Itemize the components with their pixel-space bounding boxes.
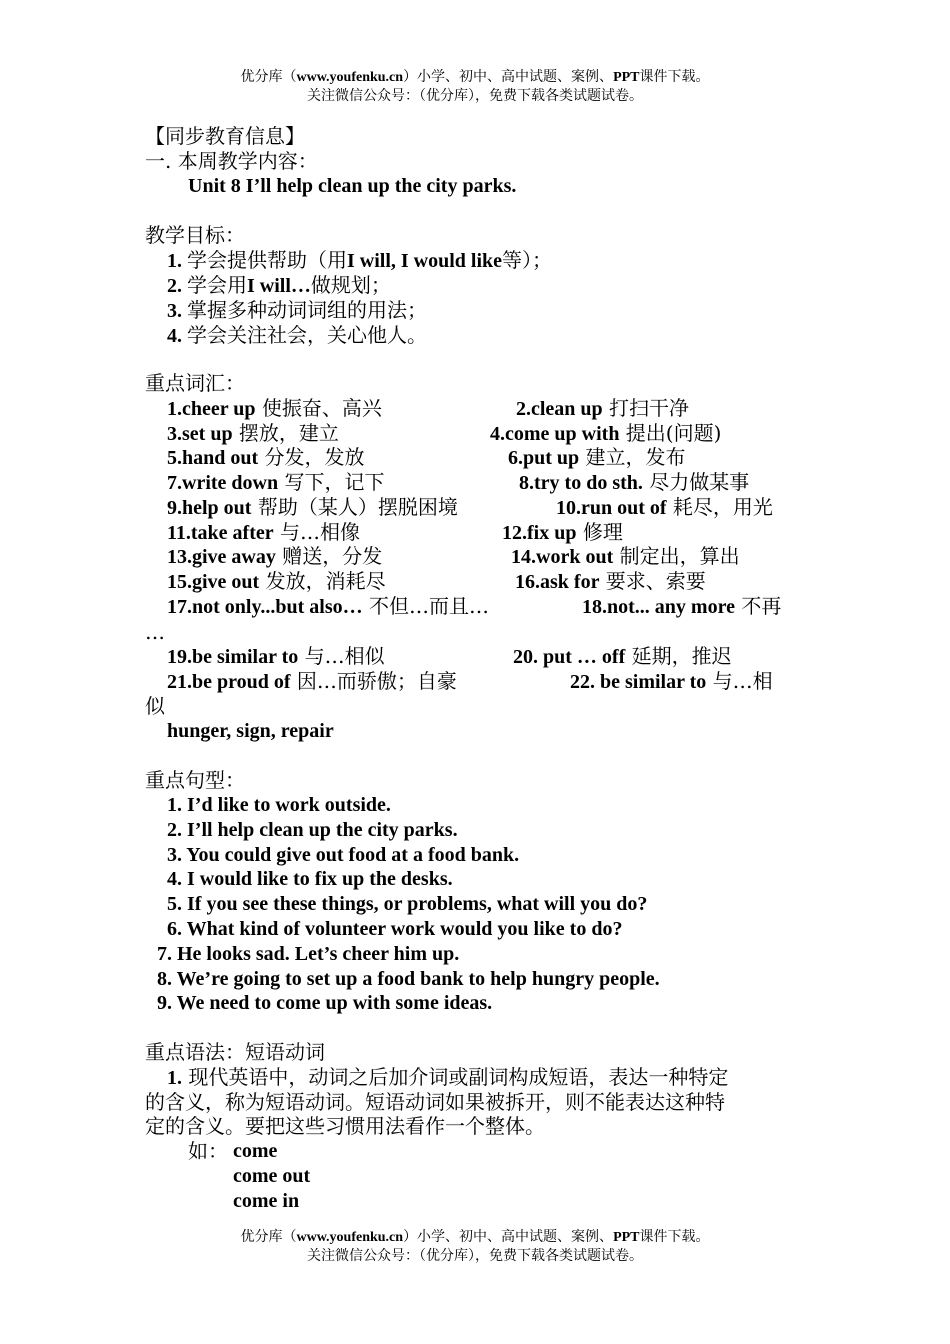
sentences-title: 重点句型： [145, 768, 245, 792]
sentence-item: 2. I’ll help clean up the city parks. [167, 818, 458, 841]
vocab-item-left [167, 495, 458, 520]
header-site: 优分库 [240, 69, 283, 85]
vocab-continuation-1: … [145, 620, 165, 644]
goal-item [167, 298, 427, 323]
vocab-phrase: 3.set up [167, 422, 233, 445]
footer-line1-rest: ）小学、初中、高中试题、案例、 [403, 1229, 614, 1245]
vocab-phrase: 15.give out [167, 570, 260, 593]
vocab-phrase: 8.try to do sth. [519, 472, 643, 495]
sentence-item: 8. We’re going to set up a food bank to help hungry people. [157, 967, 660, 990]
vocab-item-right [511, 544, 740, 569]
vocab-phrase: 16.ask for [515, 570, 600, 593]
vocab-phrase: 11.take after [167, 521, 274, 544]
vocab-meaning: 建立，发布 [579, 445, 686, 470]
vocab-meaning: 耗尽，用光 [666, 494, 773, 519]
goal-text-end: 做规划； [310, 273, 391, 297]
vocab-item-right [519, 470, 749, 495]
vocab-meaning: 分发，发放 [258, 445, 365, 470]
vocab-meaning: 与…相 [706, 668, 773, 693]
footer-domain: www.youfenku.cn [296, 1230, 404, 1245]
goals-title: 教学目标： [145, 223, 245, 247]
vocab-phrase: 6.put up [508, 447, 580, 470]
vocab-meaning: 制定出，算出 [613, 544, 740, 569]
vocab-item-left [167, 644, 385, 669]
vocab-item-left [167, 544, 382, 569]
goal-item [167, 323, 427, 348]
grammar-number: 1. [167, 1067, 182, 1089]
vocab-meaning: 与…相像 [273, 519, 360, 544]
vocab-meaning: 打扫干净 [602, 396, 690, 420]
goal-text: 掌握多种动词词组的用法； [187, 298, 427, 322]
goal-text: 学会关注社会，关心他人。 [187, 323, 427, 347]
sentence-item: 9. We need to come up with some ideas. [157, 992, 493, 1015]
goal-number: 3. [167, 300, 187, 322]
extra-words: hunger, sign, repair [167, 720, 334, 742]
vocab-item-right [508, 445, 686, 470]
header-ppt: PPT [613, 70, 640, 85]
grammar-title: 重点语法：短语动词 [145, 1040, 325, 1064]
vocab-item-right [570, 669, 773, 694]
vocab-item-right [516, 396, 689, 421]
vocab-meaning: 不再 [734, 593, 782, 618]
vocab-phrase: 22. be similar to [570, 670, 707, 693]
vocab-phrase: 18.not... any more [582, 595, 735, 618]
page-header-line1: 优分库（www.youfenku.cn）小学、初中、高中试题、案例、PPT课件下载。 [240, 69, 710, 85]
example-label: 如： [188, 1139, 228, 1163]
example-item: come [233, 1140, 278, 1162]
vocab-item-right [513, 644, 732, 669]
vocab-continuation-2: 似 [145, 694, 165, 718]
grammar-paragraph-line3: 定的含义。要把这些习惯用法看作一个整体。 [145, 1114, 545, 1138]
vocab-meaning: 帮助（某人）摆脱困境 [251, 494, 458, 519]
vocab-meaning: 赠送，分发 [275, 544, 383, 569]
footer-line1-end: 课件下载。 [639, 1229, 710, 1245]
vocab-item-left [167, 569, 386, 594]
vocab-item-left [167, 396, 382, 421]
sentence-item: 5. If you see these things, or problems, what will you do? [167, 893, 648, 916]
vocab-meaning: 发放，消耗尽 [259, 568, 386, 593]
goal-text: 学会用 [187, 273, 247, 297]
example-item: come out [233, 1165, 311, 1187]
vocab-item-left [167, 594, 489, 619]
vocab-phrase: 13.give away [167, 546, 276, 569]
goal-text: 学会提供帮助（用 [187, 248, 347, 272]
vocab-meaning: 不但…而且… [362, 593, 489, 618]
vocab-item-left [167, 445, 365, 470]
vocab-phrase: 7.write down [167, 472, 279, 495]
goal-item [167, 248, 552, 273]
vocab-item-left [167, 520, 360, 545]
vocab-phrase: 19.be similar to [167, 646, 299, 668]
vocab-meaning: 提出(问题) [619, 420, 722, 445]
vocab-meaning: 使振奋、高兴 [255, 396, 382, 420]
vocab-phrase: 9.help out [167, 496, 252, 519]
content-title: 一. 本周教学内容： [145, 149, 318, 173]
goal-number: 2. [167, 275, 187, 297]
vocab-item-right [556, 495, 773, 520]
header-line1-rest: ）小学、初中、高中试题、案例、 [403, 69, 614, 85]
vocab-item-left [167, 669, 457, 694]
page-footer-line1: 优分库（www.youfenku.cn）小学、初中、高中试题、案例、PPT课件下载。 [240, 1229, 710, 1245]
footer-ppt: PPT [613, 1230, 640, 1245]
vocab-meaning: 与…相似 [298, 644, 385, 668]
vocab-phrase: 21.be proud of [167, 670, 291, 693]
vocab-phrase: 4.come up with [490, 422, 620, 445]
vocab-phrase: 20. put … off [513, 646, 626, 668]
vocab-meaning: 要求、索要 [599, 568, 706, 593]
vocab-item-right [490, 421, 721, 446]
vocab-item-right [502, 520, 623, 545]
vocab-meaning: 因…而骄傲；自豪 [290, 668, 457, 693]
vocab-phrase: 12.fix up [502, 521, 577, 544]
vocab-meaning: 写下，记下 [278, 470, 385, 495]
vocab-phrase: 5.hand out [167, 447, 259, 470]
goal-english: I will, I would like [347, 250, 503, 272]
example-item: come in [233, 1190, 300, 1212]
header-domain: www.youfenku.cn [296, 70, 404, 85]
goal-text-end: 等）； [502, 248, 553, 272]
section-title: 【同步教育信息】 [145, 124, 305, 148]
sentence-item: 3. You could give out food at a food bank. [167, 843, 520, 866]
goal-english: I will… [247, 275, 311, 297]
vocab-phrase: 2.clean up [516, 398, 603, 420]
vocab-phrase: 10.run out of [556, 496, 667, 519]
goal-number: 1. [167, 250, 187, 272]
vocab-phrase: 1.cheer up [167, 398, 256, 420]
header-line1-end: 课件下载。 [639, 69, 710, 85]
vocab-meaning: 修理 [576, 519, 623, 544]
vocab-meaning: 延期，推迟 [625, 644, 732, 668]
sentence-item: 6. What kind of volunteer work would you like to do? [167, 918, 623, 940]
vocab-phrase: 17.not only...but also… [167, 595, 363, 618]
vocab-item-left [167, 421, 339, 446]
grammar-paragraph-line1 [167, 1065, 728, 1090]
vocab-phrase: 14.work out [511, 546, 614, 569]
sentence-item: 4. I would like to fix up the desks. [167, 868, 453, 891]
grammar-paragraph-line2: 的含义，称为短语动词。短语动词如果被拆开，则不能表达这种特 [145, 1090, 725, 1114]
grammar-text-1: 现代英语中，动词之后加介词或副词构成短语，表达一种特定 [188, 1065, 729, 1089]
sentence-item: 1. I’d like to work outside. [167, 794, 391, 816]
page-header-line2: 关注微信公众号：（优分库），免费下载各类试题试卷。 [307, 88, 643, 104]
sentence-item: 7. He looks sad. Let’s cheer him up. [157, 942, 460, 965]
footer-site: 优分库 [240, 1229, 283, 1245]
vocab-item-right [515, 569, 706, 594]
vocab-meaning: 尽力做某事 [642, 470, 750, 495]
vocab-title: 重点词汇： [145, 371, 245, 395]
vocab-item-left [167, 470, 384, 495]
vocab-item-right [582, 594, 781, 619]
vocab-meaning: 摆放，建立 [232, 420, 339, 445]
goal-item [167, 273, 391, 298]
page-footer-line2: 关注微信公众号：（优分库），免费下载各类试题试卷。 [307, 1248, 643, 1264]
unit-title: Unit 8 I’ll help clean up the city parks. [188, 175, 517, 197]
goal-number: 4. [167, 325, 187, 347]
